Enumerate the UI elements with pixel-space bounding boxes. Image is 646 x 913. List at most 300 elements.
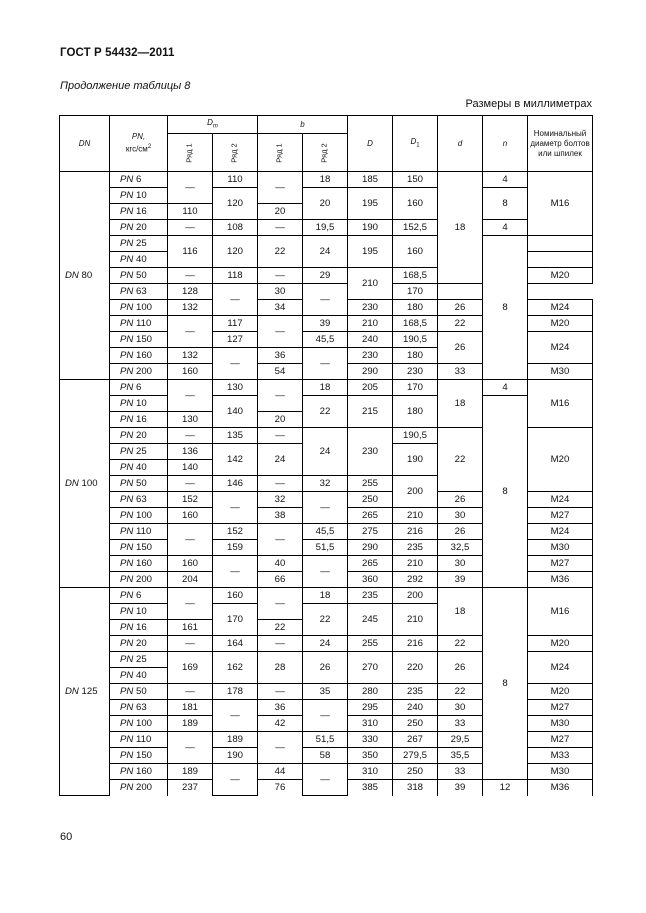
cell-bolt-diameter bbox=[438, 284, 483, 300]
cell-pn: PN 40 bbox=[110, 460, 168, 476]
cell-d1: 150 bbox=[393, 172, 438, 188]
cell-b-row2: 45,5 bbox=[303, 332, 348, 348]
cell-n: 8 bbox=[483, 236, 528, 380]
cell-pn: PN 63 bbox=[110, 492, 168, 508]
cell-pn: PN 16 bbox=[110, 620, 168, 636]
cell-n: 4 bbox=[483, 172, 528, 188]
cell-b-row2: 51,5 bbox=[303, 540, 348, 556]
cell-d-hole: 22 bbox=[438, 428, 483, 492]
cell-dm-row1: 132 bbox=[168, 348, 213, 364]
cell-d-outer: 350 bbox=[348, 748, 393, 764]
cell-dm-row1: — bbox=[168, 732, 213, 764]
table-row bbox=[60, 396, 593, 412]
cell-dm-row2: — bbox=[213, 700, 258, 732]
header-dm-row1: Ряд 1 bbox=[168, 134, 213, 172]
cell-d-hole: 22 bbox=[438, 316, 483, 332]
cell-dm-row2: — bbox=[213, 284, 258, 316]
cell-d-outer: 330 bbox=[348, 732, 393, 748]
cell-dm-row1: 160 bbox=[168, 508, 213, 524]
cell-pn: PN 20 bbox=[110, 636, 168, 652]
cell-dm-row1: 161 bbox=[168, 620, 213, 636]
cell-dm-row2: 130 bbox=[213, 380, 258, 396]
cell-d-hole: 18 bbox=[438, 588, 483, 636]
cell-d-outer: 385 bbox=[348, 780, 393, 796]
cell-d1: 216 bbox=[393, 636, 438, 652]
cell-d-hole: 26 bbox=[438, 652, 483, 684]
cell-d1: 190,5 bbox=[393, 428, 438, 444]
cell-pn: PN 63 bbox=[110, 284, 168, 300]
cell-d-hole: 30 bbox=[438, 508, 483, 524]
header-d-hole: d bbox=[438, 116, 483, 172]
cell-b-row1: 28 bbox=[258, 652, 303, 684]
table-row bbox=[60, 236, 593, 252]
header-b: b bbox=[258, 116, 348, 134]
cell-b-row2: 20 bbox=[303, 188, 348, 220]
cell-b-row1: — bbox=[258, 316, 303, 348]
cell-b-row2: 24 bbox=[303, 428, 348, 476]
cell-b-row2: 39 bbox=[303, 316, 348, 332]
cell-b-row2: — bbox=[303, 764, 348, 796]
cell-dm-row2: 140 bbox=[213, 396, 258, 428]
cell-pn: PN 200 bbox=[110, 572, 168, 588]
cell-bolt-diameter bbox=[528, 236, 593, 252]
cell-dm-row1: 110 bbox=[168, 204, 213, 220]
cell-pn: PN 200 bbox=[110, 364, 168, 380]
header-b-row1: Ряд 1 bbox=[258, 134, 303, 172]
cell-d-outer: 245 bbox=[348, 604, 393, 636]
cell-dm-row1: — bbox=[168, 380, 213, 412]
cell-b-row2: 24 bbox=[303, 236, 348, 268]
header-bolt-diameter: Номинальный диаметр болтов или шпилек bbox=[528, 116, 593, 172]
cell-d-outer: 230 bbox=[348, 300, 393, 316]
cell-d1: 292 bbox=[393, 572, 438, 588]
cell-dm-row2: 117 bbox=[213, 316, 258, 332]
cell-d-hole: 18 bbox=[438, 172, 483, 284]
cell-bolt-diameter: M24 bbox=[528, 524, 593, 540]
document-code: ГОСТ Р 54432—2011 bbox=[60, 47, 175, 59]
header-d1: $D_1$ bbox=[393, 116, 438, 172]
cell-dm-row2: 135 bbox=[213, 428, 258, 444]
cell-dm-row2: 162 bbox=[213, 652, 258, 684]
table-row bbox=[60, 220, 593, 236]
cell-b-row1: 32 bbox=[258, 492, 303, 508]
cell-dm-row1: — bbox=[168, 524, 213, 556]
dn-label: DN 80 bbox=[60, 172, 110, 380]
cell-pn: PN 63 bbox=[110, 700, 168, 716]
cell-bolt-diameter: M27 bbox=[528, 508, 593, 524]
cell-pn: PN 160 bbox=[110, 348, 168, 364]
cell-dm-row2: 189 bbox=[213, 732, 258, 748]
cell-d-hole: 29,5 bbox=[438, 732, 483, 748]
cell-bolt-diameter bbox=[528, 252, 593, 268]
page-number: 60 bbox=[60, 831, 73, 843]
header-dm-row2: Ряд 2 bbox=[213, 134, 258, 172]
header-n: n bbox=[483, 116, 528, 172]
cell-bolt-diameter: M16 bbox=[528, 588, 593, 636]
cell-d1: 210 bbox=[393, 604, 438, 636]
cell-pn: PN 40 bbox=[110, 668, 168, 684]
cell-b-row2: — bbox=[303, 284, 348, 316]
cell-b-row1: — bbox=[258, 732, 303, 764]
table-continuation-caption: Продолжение таблицы 8 bbox=[60, 80, 191, 92]
cell-b-row1: — bbox=[258, 476, 303, 492]
cell-bolt-diameter: M24 bbox=[528, 492, 593, 508]
cell-d-hole: 22 bbox=[438, 636, 483, 652]
cell-b-row1: 30 bbox=[258, 284, 303, 300]
cell-bolt-diameter: M36 bbox=[528, 572, 593, 588]
cell-dm-row2: — bbox=[213, 492, 258, 524]
cell-d-hole: 33 bbox=[438, 364, 483, 380]
cell-d-outer: 275 bbox=[348, 524, 393, 540]
cell-b-row2: 18 bbox=[303, 588, 348, 604]
cell-b-row2: 18 bbox=[303, 380, 348, 396]
cell-d-hole: 26 bbox=[438, 300, 483, 316]
cell-bolt-diameter: M16 bbox=[528, 380, 593, 428]
cell-bolt-diameter: M20 bbox=[528, 636, 593, 652]
cell-d-outer: 270 bbox=[348, 652, 393, 684]
cell-d-outer: 255 bbox=[348, 476, 393, 492]
cell-b-row1: 66 bbox=[258, 572, 303, 588]
cell-dm-row1: 132 bbox=[168, 300, 213, 316]
cell-pn: PN 110 bbox=[110, 732, 168, 748]
header-b-row2: Ряд 2 bbox=[303, 134, 348, 172]
cell-d1: 250 bbox=[393, 716, 438, 732]
cell-dm-row2: 164 bbox=[213, 636, 258, 652]
cell-pn: PN 25 bbox=[110, 652, 168, 668]
cell-d-outer: 195 bbox=[348, 188, 393, 220]
cell-b-row1: 36 bbox=[258, 348, 303, 364]
cell-dm-row2: 160 bbox=[213, 588, 258, 604]
cell-b-row1: — bbox=[258, 172, 303, 204]
cell-dm-row1: 140 bbox=[168, 460, 213, 476]
cell-dm-row2: 120 bbox=[213, 236, 258, 268]
cell-n: 4 bbox=[483, 380, 528, 396]
cell-b-row1: — bbox=[258, 684, 303, 700]
cell-d1: 240 bbox=[393, 700, 438, 716]
cell-pn: PN 40 bbox=[110, 252, 168, 268]
cell-bolt-diameter: M30 bbox=[528, 716, 593, 732]
cell-d-outer: 290 bbox=[348, 364, 393, 380]
cell-dm-row1: 160 bbox=[168, 556, 213, 572]
cell-pn: PN 6 bbox=[110, 588, 168, 604]
cell-d1: 168,5 bbox=[393, 316, 438, 332]
cell-pn: PN 20 bbox=[110, 428, 168, 444]
header-dm: $D_m$ bbox=[168, 116, 258, 134]
cell-dm-row1: 237 bbox=[168, 780, 213, 796]
dn-label: DN 100 bbox=[60, 380, 110, 588]
cell-d1: 200 bbox=[393, 588, 438, 604]
cell-d-hole: 30 bbox=[438, 700, 483, 716]
cell-n: 8 bbox=[483, 188, 528, 220]
cell-pn: PN 160 bbox=[110, 556, 168, 572]
cell-bolt-diameter: M30 bbox=[528, 764, 593, 780]
cell-b-row2: 35 bbox=[303, 684, 348, 700]
cell-dm-row2: 110 bbox=[213, 172, 258, 188]
cell-dm-row2: 159 bbox=[213, 540, 258, 556]
cell-b-row1: 38 bbox=[258, 508, 303, 524]
cell-dm-row1: — bbox=[168, 476, 213, 492]
cell-d-outer: 185 bbox=[348, 172, 393, 188]
cell-b-row1: — bbox=[258, 636, 303, 652]
cell-d1: 170 bbox=[393, 380, 438, 396]
cell-d1: 168,5 bbox=[393, 268, 438, 284]
cell-dm-row1: — bbox=[168, 428, 213, 444]
cell-d-outer: 265 bbox=[348, 556, 393, 572]
cell-bolt-diameter: M20 bbox=[528, 268, 593, 284]
cell-pn: PN 16 bbox=[110, 204, 168, 220]
cell-bolt-diameter: M24 bbox=[528, 652, 593, 684]
cell-n: 12 bbox=[483, 780, 528, 796]
cell-pn: PN 110 bbox=[110, 316, 168, 332]
cell-n: 4 bbox=[483, 220, 528, 236]
cell-dm-row1: — bbox=[168, 588, 213, 620]
cell-pn: PN 6 bbox=[110, 172, 168, 188]
cell-bolt-diameter: M33 bbox=[528, 748, 593, 764]
cell-d-outer: 210 bbox=[348, 316, 393, 332]
cell-d-outer: 215 bbox=[348, 396, 393, 428]
cell-d-hole: 33 bbox=[438, 764, 483, 780]
cell-b-row1: — bbox=[258, 380, 303, 412]
cell-b-row1: 22 bbox=[258, 620, 303, 636]
cell-d-hole: 32,5 bbox=[438, 540, 483, 556]
cell-d-outer: 235 bbox=[348, 588, 393, 604]
cell-d1: 216 bbox=[393, 524, 438, 540]
cell-dm-row1: — bbox=[168, 172, 213, 204]
cell-dm-row2: 146 bbox=[213, 476, 258, 492]
cell-dm-row2: — bbox=[213, 764, 258, 796]
cell-b-row2: 45,5 bbox=[303, 524, 348, 540]
cell-pn: PN 100 bbox=[110, 508, 168, 524]
cell-d-outer: 310 bbox=[348, 716, 393, 732]
cell-d-outer: 310 bbox=[348, 764, 393, 780]
cell-d-outer: 295 bbox=[348, 700, 393, 716]
cell-dm-row2: 170 bbox=[213, 604, 258, 636]
cell-dm-row1: — bbox=[168, 220, 213, 236]
cell-b-row1: 20 bbox=[258, 412, 303, 428]
cell-b-row1: 54 bbox=[258, 364, 303, 380]
cell-dm-row2: 118 bbox=[213, 268, 258, 284]
cell-pn: PN 150 bbox=[110, 748, 168, 764]
cell-pn: PN 100 bbox=[110, 716, 168, 732]
cell-n: 8 bbox=[483, 588, 528, 780]
cell-d-hole: 18 bbox=[438, 380, 483, 428]
cell-pn: PN 16 bbox=[110, 412, 168, 428]
cell-d-outer: 360 bbox=[348, 572, 393, 588]
cell-d-hole: 35,5 bbox=[438, 748, 483, 764]
cell-b-row1: — bbox=[258, 268, 303, 284]
cell-b-row2: — bbox=[303, 492, 348, 524]
cell-dm-row1: 189 bbox=[168, 716, 213, 732]
cell-pn: PN 110 bbox=[110, 524, 168, 540]
cell-d-hole: 30 bbox=[438, 556, 483, 572]
cell-pn: PN 20 bbox=[110, 220, 168, 236]
cell-d1: 210 bbox=[393, 556, 438, 572]
cell-pn: PN 200 bbox=[110, 780, 168, 796]
cell-d-hole: 26 bbox=[438, 524, 483, 540]
cell-d1: 235 bbox=[393, 540, 438, 556]
cell-bolt-diameter: M27 bbox=[528, 700, 593, 716]
cell-d-hole: 26 bbox=[438, 332, 483, 364]
cell-pn: PN 160 bbox=[110, 764, 168, 780]
cell-d-hole: 33 bbox=[438, 716, 483, 732]
cell-b-row2: 22 bbox=[303, 396, 348, 428]
cell-d-outer: 195 bbox=[348, 236, 393, 268]
cell-d1: 200 bbox=[393, 476, 438, 508]
cell-d1: 160 bbox=[393, 236, 438, 268]
cell-d1: 230 bbox=[393, 364, 438, 380]
cell-d1: 235 bbox=[393, 684, 438, 700]
cell-b-row2: 18 bbox=[303, 172, 348, 188]
cell-d-outer: 240 bbox=[348, 332, 393, 348]
cell-pn: PN 150 bbox=[110, 332, 168, 348]
cell-b-row1: 34 bbox=[258, 300, 303, 316]
cell-b-row1: — bbox=[258, 588, 303, 620]
cell-b-row1: 42 bbox=[258, 716, 303, 732]
cell-d-outer: 230 bbox=[348, 428, 393, 476]
cell-dm-row1: 130 bbox=[168, 412, 213, 428]
cell-dm-row1: 152 bbox=[168, 492, 213, 508]
cell-dm-row1: 189 bbox=[168, 764, 213, 780]
header-dn: DN bbox=[60, 116, 110, 172]
cell-dm-row1: 128 bbox=[168, 284, 213, 300]
cell-bolt-diameter: M30 bbox=[528, 540, 593, 556]
cell-b-row1: 24 bbox=[258, 444, 303, 476]
cell-d1: 180 bbox=[393, 348, 438, 364]
cell-pn: PN 100 bbox=[110, 300, 168, 316]
cell-d-hole: 39 bbox=[438, 572, 483, 588]
cell-d1: 190,5 bbox=[393, 332, 438, 348]
cell-bolt-diameter: M20 bbox=[528, 316, 593, 332]
cell-pn: PN 6 bbox=[110, 380, 168, 396]
cell-d1: 318 bbox=[393, 780, 438, 796]
cell-b-row1: 76 bbox=[258, 780, 303, 796]
cell-pn: PN 10 bbox=[110, 188, 168, 204]
cell-dm-row2: — bbox=[213, 556, 258, 588]
cell-b-row2: — bbox=[303, 556, 348, 588]
cell-pn: PN 25 bbox=[110, 444, 168, 460]
cell-b-row2: — bbox=[303, 348, 348, 380]
cell-dm-row1: — bbox=[168, 316, 213, 348]
cell-dm-row1: — bbox=[168, 268, 213, 284]
cell-pn: PN 150 bbox=[110, 540, 168, 556]
cell-dm-row2: 127 bbox=[213, 332, 258, 348]
cell-bolt-diameter: M27 bbox=[528, 732, 593, 748]
cell-pn: PN 25 bbox=[110, 236, 168, 252]
cell-b-row2: 51,5 bbox=[303, 732, 348, 748]
cell-d-outer: 190 bbox=[348, 220, 393, 236]
cell-n: 8 bbox=[483, 396, 528, 588]
dn-label: DN 125 bbox=[60, 588, 110, 796]
cell-b-row1: 44 bbox=[258, 764, 303, 780]
cell-dm-row1: 169 bbox=[168, 652, 213, 684]
cell-b-row1: — bbox=[258, 220, 303, 236]
cell-d-hole: 22 bbox=[438, 684, 483, 700]
cell-b-row1: — bbox=[258, 428, 303, 444]
cell-d1: 210 bbox=[393, 508, 438, 524]
cell-d1: 180 bbox=[393, 300, 438, 316]
cell-d-outer: 265 bbox=[348, 508, 393, 524]
cell-b-row1: — bbox=[258, 524, 303, 556]
cell-bolt-diameter: M24 bbox=[528, 332, 593, 364]
cell-dm-row1: 204 bbox=[168, 572, 213, 588]
table-row bbox=[60, 588, 593, 604]
table-row bbox=[60, 380, 593, 396]
units-note: Размеры в миллиметрах bbox=[465, 98, 592, 110]
cell-d1: 250 bbox=[393, 764, 438, 780]
cell-dm-row1: 160 bbox=[168, 364, 213, 380]
cell-d-outer: 250 bbox=[348, 492, 393, 508]
cell-d-outer: 205 bbox=[348, 380, 393, 396]
cell-b-row1: 40 bbox=[258, 556, 303, 572]
table-row bbox=[60, 172, 593, 188]
cell-dm-row1: 116 bbox=[168, 236, 213, 268]
cell-bolt-diameter: M36 bbox=[528, 780, 593, 796]
cell-b-row1: 20 bbox=[258, 204, 303, 220]
cell-b-row2: — bbox=[303, 700, 348, 732]
cell-dm-row2: 152 bbox=[213, 524, 258, 540]
cell-d1: 190 bbox=[393, 444, 438, 476]
cell-b-row2: 32 bbox=[303, 476, 348, 492]
cell-bolt-diameter: M20 bbox=[528, 684, 593, 700]
cell-b-row2: 22 bbox=[303, 604, 348, 636]
cell-d-hole: 39 bbox=[438, 780, 483, 796]
cell-d-hole: 26 bbox=[438, 492, 483, 508]
cell-b-row2: 58 bbox=[303, 748, 348, 764]
cell-dm-row2: — bbox=[213, 348, 258, 380]
cell-d1: 220 bbox=[393, 652, 438, 684]
cell-bolt-diameter: M20 bbox=[528, 428, 593, 492]
cell-d-outer: 255 bbox=[348, 636, 393, 652]
cell-bolt-diameter: M16 bbox=[528, 172, 593, 236]
cell-pn: PN 10 bbox=[110, 604, 168, 620]
cell-b-row1: 36 bbox=[258, 700, 303, 716]
cell-pn: PN 50 bbox=[110, 268, 168, 284]
cell-dm-row1: 136 bbox=[168, 444, 213, 460]
flange-dimensions-table bbox=[59, 115, 593, 796]
cell-b-row2: 24 bbox=[303, 636, 348, 652]
cell-pn: PN 50 bbox=[110, 684, 168, 700]
cell-b-row2: 29 bbox=[303, 268, 348, 284]
cell-dm-row2: 108 bbox=[213, 220, 258, 236]
cell-dm-row2: 178 bbox=[213, 684, 258, 700]
cell-dm-row1: 181 bbox=[168, 700, 213, 716]
cell-dm-row1: — bbox=[168, 684, 213, 700]
header-pn: PN, кгс/$см^2$ bbox=[110, 116, 168, 172]
header-d-outer: D bbox=[348, 116, 393, 172]
cell-b-row2: 19,5 bbox=[303, 220, 348, 236]
cell-d-outer: 290 bbox=[348, 540, 393, 556]
cell-b-row1: 22 bbox=[258, 236, 303, 268]
cell-d1: 267 bbox=[393, 732, 438, 748]
cell-d1: 180 bbox=[393, 396, 438, 428]
cell-dm-row2: 190 bbox=[213, 748, 258, 764]
cell-bolt-diameter: M24 bbox=[528, 300, 593, 316]
cell-pn: PN 10 bbox=[110, 396, 168, 412]
cell-d1: 170 bbox=[393, 284, 438, 300]
cell-bolt-diameter: M27 bbox=[528, 556, 593, 572]
cell-d1: 160 bbox=[393, 188, 438, 220]
cell-d1: 152,5 bbox=[393, 220, 438, 236]
cell-dm-row2: 120 bbox=[213, 188, 258, 220]
table-row bbox=[60, 188, 593, 204]
cell-pn: PN 50 bbox=[110, 476, 168, 492]
cell-d-outer: 230 bbox=[348, 348, 393, 364]
cell-d-outer: 280 bbox=[348, 684, 393, 700]
cell-b-row2: 26 bbox=[303, 652, 348, 684]
cell-dm-row2: 142 bbox=[213, 444, 258, 476]
cell-bolt-diameter: M30 bbox=[528, 364, 593, 380]
cell-d-outer: 210 bbox=[348, 268, 393, 300]
